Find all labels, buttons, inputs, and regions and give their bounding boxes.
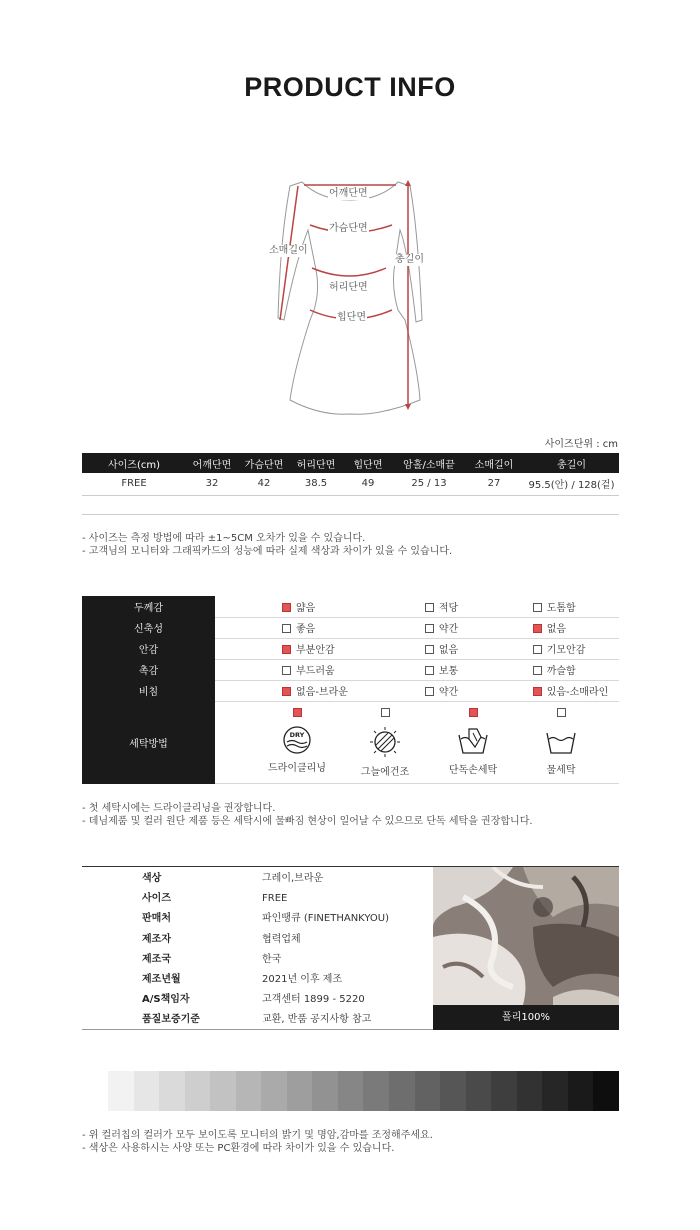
info-row	[82, 990, 432, 1010]
note-line: - 사이즈는 측정 방법에 따라 ±1~5CM 오차가 있을 수 있습니다.	[82, 533, 366, 544]
size-header-cell: 총길이	[524, 453, 619, 473]
size-cell: 32	[186, 473, 238, 495]
fabric-option	[466, 617, 619, 638]
info-value: 한국	[262, 953, 282, 965]
gray-chip	[159, 1071, 185, 1111]
checked-box-icon	[469, 708, 478, 717]
page-title: PRODUCT INFO	[244, 72, 456, 102]
fabric-row	[82, 638, 619, 659]
wash-method-item	[345, 702, 425, 778]
wash-method-label: 드라이클리닝	[268, 762, 326, 774]
size-table-header-row	[82, 453, 619, 473]
wash-label: 세탁방법	[82, 701, 215, 783]
info-value: 협력업체	[262, 933, 301, 945]
diagram-label-sleeve: 소매길이	[269, 245, 308, 256]
diagram-label-hip: 힙단면	[337, 312, 366, 323]
size-header-cell: 허리단면	[290, 453, 342, 473]
table-row	[82, 473, 619, 495]
info-label: 사이즈	[142, 893, 171, 905]
fabric-option	[466, 638, 619, 659]
fabric-table	[82, 596, 619, 784]
fabric-swatch-image	[433, 867, 619, 1005]
fabric-option	[466, 680, 619, 701]
gray-chip	[517, 1071, 543, 1111]
gray-scale-chart	[108, 1071, 619, 1111]
gray-chip	[210, 1071, 236, 1111]
fabric-option	[215, 596, 358, 617]
info-row	[82, 889, 432, 909]
fabric-option	[215, 638, 358, 659]
wash-method-label: 단독손세탁	[448, 764, 498, 776]
info-row	[82, 909, 432, 929]
size-cell: 95.5(안) / 128(겉)	[524, 473, 619, 495]
size-cell: 25 / 13	[394, 473, 464, 495]
unchecked-box-icon	[425, 687, 434, 696]
unchecked-box-icon	[282, 624, 291, 633]
size-header-cell: 어깨단면	[186, 453, 238, 473]
size-cell: 42	[238, 473, 290, 495]
unchecked-box-icon	[533, 666, 542, 675]
gray-chip	[440, 1071, 466, 1111]
info-row	[82, 970, 432, 990]
size-header-cell: 사이즈(cm)	[82, 453, 186, 473]
fabric-option	[215, 659, 358, 680]
diagram-label-chest: 가슴단면	[329, 223, 368, 234]
note-line: - 첫 세탁시에는 드라이클리닝을 권장합니다.	[82, 803, 276, 814]
fabric-option-label: 적당	[438, 602, 459, 614]
size-notes	[82, 532, 452, 558]
size-cell: 49	[342, 473, 394, 495]
fabric-option-label: 보통	[438, 666, 459, 677]
fabric-label: 비침	[82, 680, 215, 701]
fabric-row	[82, 596, 619, 617]
info-value: 고객센터 1899 - 5220	[262, 994, 365, 1006]
unchecked-box-icon	[425, 645, 434, 654]
checked-box-icon	[293, 708, 302, 717]
bottom-notes	[82, 1129, 433, 1155]
fabric-option-label: 도톰함	[546, 602, 576, 614]
note-line: - 고객님의 모니터와 그래픽카드의 성능에 따라 실제 색상과 차이가 있을 수 있습니다.	[82, 546, 453, 557]
diagram-label-total: 총길이	[395, 254, 424, 265]
gray-chip	[312, 1071, 338, 1111]
note-line: - 색상은 사용하시는 사양 또는 PC환경에 따라 차이가 있을 수 있습니다.	[82, 1143, 395, 1154]
unchecked-box-icon	[557, 708, 566, 717]
note-line: - 위 컬러칩의 컬러가 모두 보이도록 모니터의 밝기 및 명암,감마를 조정해주세요.	[82, 1130, 433, 1141]
unchecked-box-icon	[425, 666, 434, 675]
wash-method-label: 그늘에건조	[360, 766, 410, 778]
fabric-option-label: 있음-소매라인	[546, 687, 609, 698]
unchecked-box-icon	[425, 603, 434, 612]
info-value: 파인땡큐 (FINETHANKYOU)	[262, 913, 390, 925]
gray-chip	[363, 1071, 389, 1111]
size-header-cell: 소매길이	[464, 453, 524, 473]
info-label: 제조자	[142, 933, 171, 945]
dry-badge-text: DRY	[289, 730, 305, 739]
checked-box-icon	[282, 687, 291, 696]
unchecked-box-icon	[381, 708, 390, 717]
wash-method-item	[257, 702, 337, 774]
checked-box-icon	[533, 624, 542, 633]
gray-chip	[287, 1071, 313, 1111]
info-row	[82, 930, 432, 950]
info-row	[82, 1010, 432, 1030]
fabric-option	[358, 596, 466, 617]
material-label: 폴리100%	[433, 1005, 619, 1030]
fabric-option	[358, 638, 466, 659]
fabric-option-label: 까슬함	[546, 666, 576, 677]
fabric-label: 두께감	[82, 596, 215, 617]
info-label: 제조국	[142, 953, 171, 965]
fabric-option	[358, 659, 466, 680]
size-cell: 38.5	[290, 473, 342, 495]
wash-notes	[82, 802, 533, 828]
gray-chip	[568, 1071, 594, 1111]
wash-methods	[215, 701, 619, 783]
product-info	[82, 866, 619, 1030]
size-cell: 27	[464, 473, 524, 495]
dress-diagram	[240, 170, 460, 420]
diagram-label-shoulder: 어깨단면	[329, 188, 368, 199]
info-label: 판매처	[142, 913, 171, 925]
divider	[82, 514, 619, 515]
unchecked-box-icon	[282, 666, 291, 675]
gray-chip	[261, 1071, 287, 1111]
fabric-option-label: 없음	[438, 645, 459, 656]
gray-chip	[338, 1071, 364, 1111]
dry-clean-icon	[257, 725, 337, 755]
size-header-cell: 암홀/소매끝	[394, 453, 464, 473]
fabric-label: 신축성	[82, 617, 215, 638]
wash-method-label: 물세탁	[546, 764, 576, 776]
unchecked-box-icon	[533, 645, 542, 654]
fabric-option-label: 얇음	[296, 602, 316, 614]
gray-chip	[593, 1071, 619, 1111]
fabric-row	[82, 617, 619, 638]
shade-dry-icon	[345, 725, 425, 759]
info-label: 제조년월	[142, 974, 181, 985]
gray-chip	[108, 1071, 134, 1111]
fabric-option-label: 좋음	[296, 624, 316, 635]
checked-box-icon	[282, 603, 291, 612]
fabric-option-label: 약간	[438, 687, 459, 698]
info-value: 그레이,브라운	[262, 873, 324, 884]
fabric-option	[358, 680, 466, 701]
wash-method-item	[521, 702, 601, 776]
wash-method-item	[433, 702, 513, 776]
fabric-option-label: 없음	[546, 624, 567, 635]
unchecked-box-icon	[533, 603, 542, 612]
gray-chip	[134, 1071, 160, 1111]
fabric-option-label: 기모안감	[546, 645, 586, 656]
fabric-option-label: 없음-브라운	[296, 687, 348, 698]
note-line: - 데님제품 및 컬러 원단 제품 등은 세탁시에 물빠짐 현상이 일어날 수 있으므로 단독 세탁을 권장합니다.	[82, 816, 533, 827]
fabric-option	[466, 596, 619, 617]
wash-row	[82, 701, 619, 783]
size-unit: 사이즈단위 : cm	[544, 439, 618, 450]
size-header-cell: 힙단면	[342, 453, 394, 473]
info-label: 품질보증기준	[142, 1014, 200, 1026]
gray-chip	[389, 1071, 415, 1111]
gray-chip	[466, 1071, 492, 1111]
fabric-option	[466, 659, 619, 680]
gray-chip	[542, 1071, 568, 1111]
fabric-row	[82, 680, 619, 701]
fabric-label: 촉감	[82, 659, 215, 680]
fabric-row	[82, 659, 619, 680]
fabric-option	[215, 680, 358, 701]
info-row	[82, 869, 432, 889]
info-value: FREE	[262, 893, 288, 905]
fabric-option	[358, 617, 466, 638]
water-wash-icon	[521, 725, 601, 757]
fabric-option-label: 부분안감	[296, 645, 335, 656]
diagram-label-waist: 허리단면	[329, 282, 368, 293]
size-cell: FREE	[82, 473, 186, 495]
fabric-label: 안감	[82, 638, 215, 659]
info-row	[82, 950, 432, 970]
unchecked-box-icon	[425, 624, 434, 633]
dress-outline-icon	[240, 170, 460, 420]
gray-chip	[491, 1071, 517, 1111]
info-label: A/S책임자	[142, 994, 190, 1006]
checked-box-icon	[282, 645, 291, 654]
checked-box-icon	[533, 687, 542, 696]
gray-chip	[236, 1071, 262, 1111]
gray-chip	[185, 1071, 211, 1111]
fabric-option-label: 약간	[438, 624, 459, 635]
size-header-cell: 가슴단면	[238, 453, 290, 473]
info-value: 2021년 이후 제조	[262, 974, 343, 985]
fabric-option	[215, 617, 358, 638]
info-label: 색상	[142, 873, 162, 884]
fabric-option-label: 부드러움	[296, 666, 335, 677]
fabric-pattern-icon	[433, 867, 619, 1005]
hand-wash-icon	[433, 725, 513, 757]
size-table	[82, 453, 619, 496]
info-value: 교환, 반품 공지사항 참고	[262, 1014, 372, 1026]
gray-chip	[415, 1071, 441, 1111]
